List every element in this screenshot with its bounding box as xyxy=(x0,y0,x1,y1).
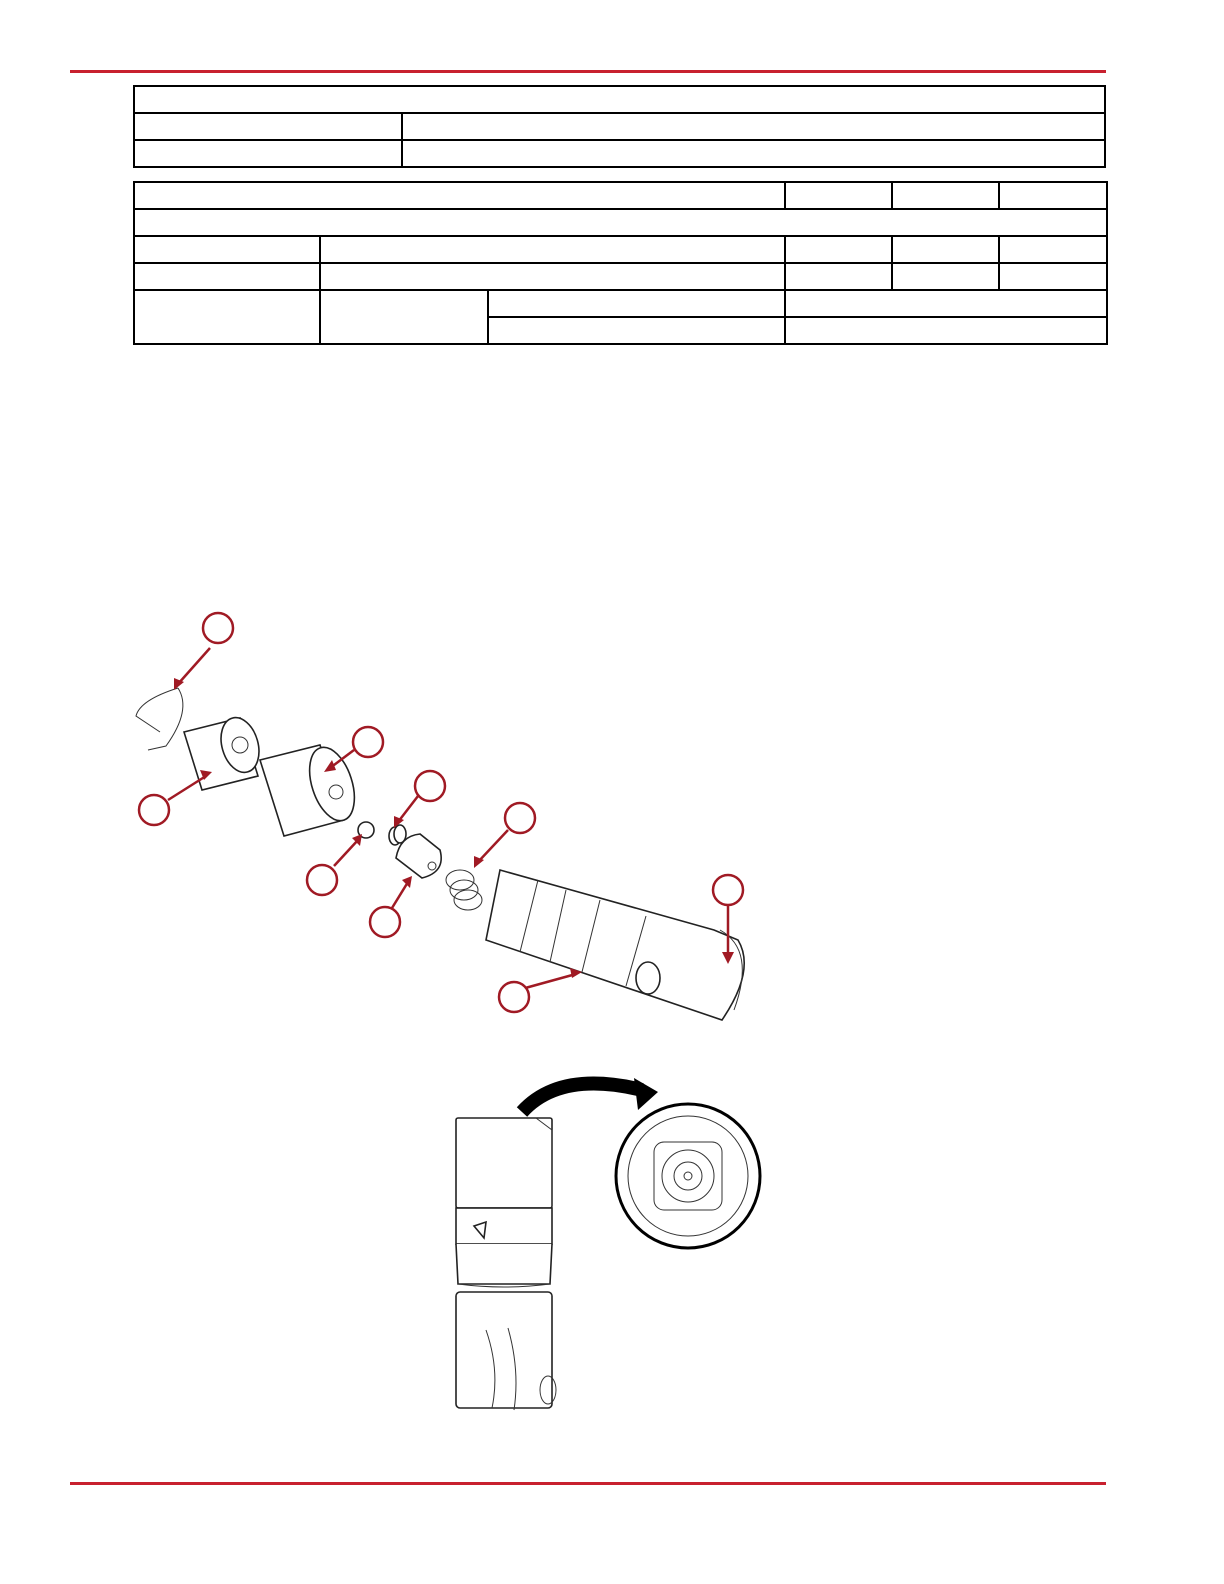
table-cell xyxy=(892,236,999,263)
table-header-cell xyxy=(134,182,785,209)
table-cell xyxy=(320,290,488,344)
table-cell xyxy=(892,263,999,290)
table-cell xyxy=(999,263,1107,290)
table-cell xyxy=(488,317,785,344)
table-row xyxy=(134,113,1105,140)
table-cell xyxy=(488,290,785,317)
callout-4 xyxy=(394,771,445,828)
table-header-cell xyxy=(892,182,999,209)
callout-6 xyxy=(370,876,412,937)
callout-5 xyxy=(307,834,362,895)
table-cell xyxy=(785,290,1107,317)
installed-lifter-figure xyxy=(430,1070,790,1470)
footer-rule xyxy=(70,1482,1106,1485)
table-cell xyxy=(134,236,320,263)
callout-7 xyxy=(474,803,535,868)
retaining-clip-icon xyxy=(136,688,183,750)
curved-arrow-icon xyxy=(522,1078,658,1112)
spec-table-b xyxy=(133,181,1108,345)
lifter-installed-icon xyxy=(456,1118,556,1410)
table-header-cell xyxy=(999,182,1107,209)
table-cell xyxy=(320,263,785,290)
header-rule xyxy=(70,70,1106,73)
lifter-end-view-icon xyxy=(616,1104,760,1248)
table-header-cell xyxy=(785,182,892,209)
table-title-row xyxy=(134,86,1105,113)
table-cell xyxy=(785,236,892,263)
table-section-cell xyxy=(134,209,1107,236)
table-row xyxy=(134,290,1107,317)
exploded-lifter-figure xyxy=(100,600,780,1040)
table-row xyxy=(134,236,1107,263)
table-cell xyxy=(134,263,320,290)
callout-8 xyxy=(499,968,582,1012)
pushrod-seat-icon xyxy=(184,713,265,790)
table-cell xyxy=(134,113,402,140)
callout-2 xyxy=(139,770,212,825)
table-row xyxy=(134,263,1107,290)
table-cell xyxy=(134,140,402,167)
plunger-spring-icon xyxy=(446,870,482,910)
spec-table-a xyxy=(133,85,1106,168)
callout-1 xyxy=(174,613,233,690)
table-cell xyxy=(320,236,785,263)
table-title xyxy=(134,86,1105,113)
table-section-row xyxy=(134,209,1107,236)
table-row xyxy=(134,140,1105,167)
table-cell xyxy=(402,140,1105,167)
table-cell xyxy=(402,113,1105,140)
table-cell xyxy=(134,290,320,344)
table-cell xyxy=(999,236,1107,263)
callout-3 xyxy=(324,727,383,772)
table-cell xyxy=(785,263,892,290)
table-cell xyxy=(785,317,1107,344)
table-header-row xyxy=(134,182,1107,209)
